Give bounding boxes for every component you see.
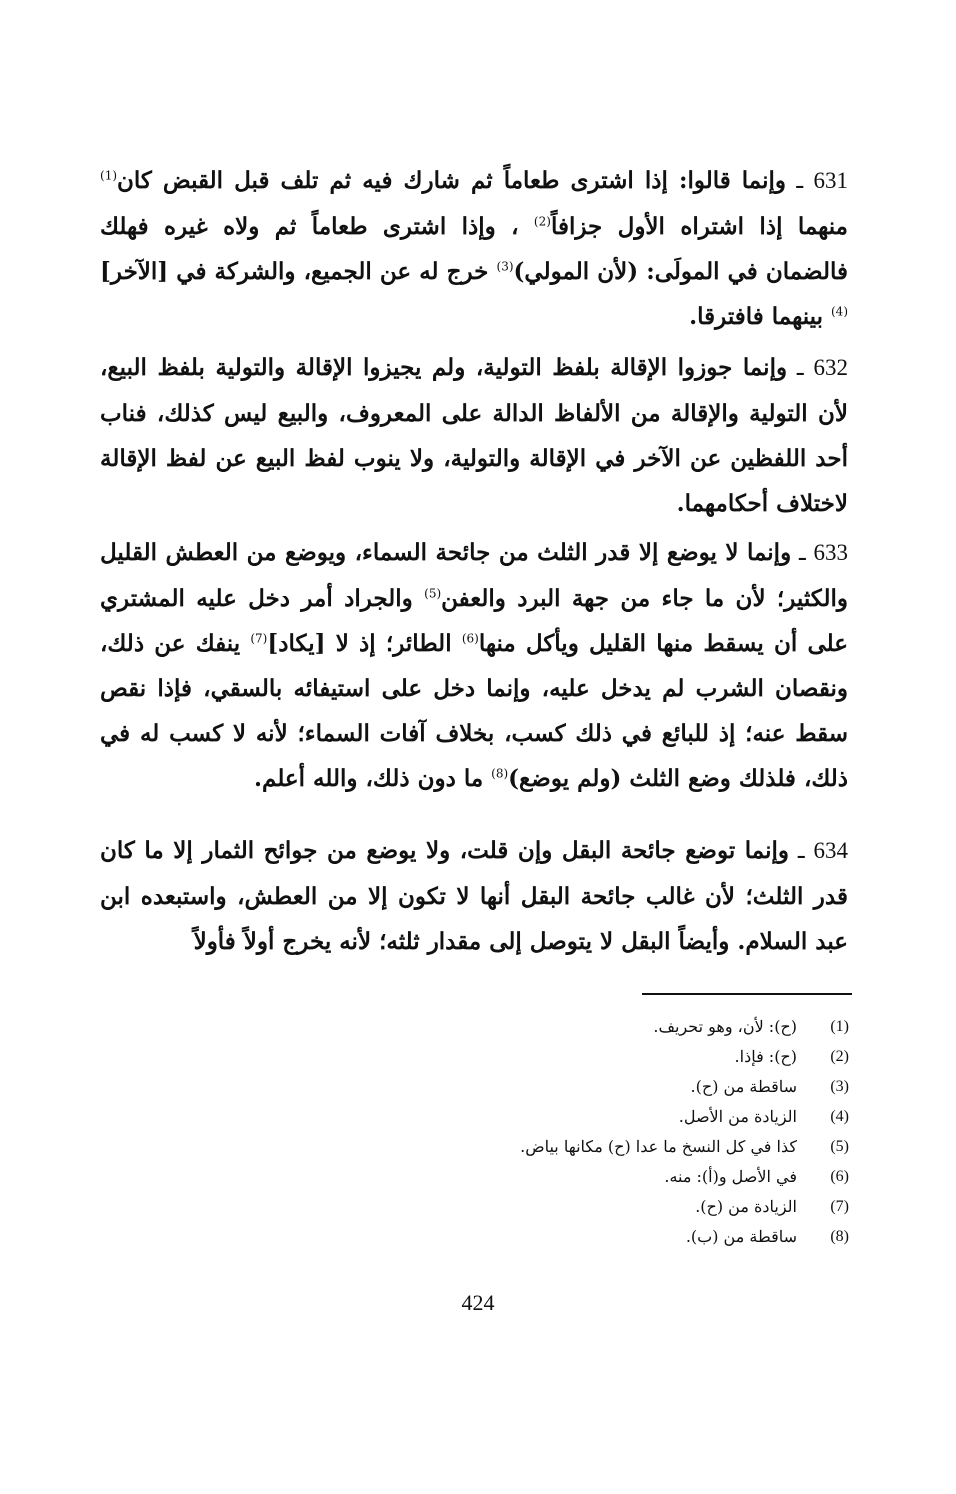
paragraph-text: بينهما فافترقا. (689, 303, 831, 330)
footnote-ref[interactable]: (1) (100, 168, 118, 183)
footnote-text: الزيادة من الأصل. (678, 1107, 797, 1126)
paragraph-text: ، وإذا اشترى طعاماً ثم ولاه غيره فهلك فالضمان في المولَى: (لأن المولي) (100, 213, 848, 285)
footnote-text: الزيادة من (ح). (695, 1197, 797, 1216)
footnote-ref[interactable]: (2) (533, 214, 551, 229)
footnote (520, 1192, 849, 1222)
paragraph-text: منهما إذا اشتراه الأول جزافاً (550, 213, 849, 240)
footnote-text: (ح): فإذا. (734, 1047, 797, 1066)
footnote-text: ساقطة من (ب). (685, 1227, 797, 1246)
paragraph-text: الطائر؛ إذ لا [يكاد] (267, 630, 462, 657)
page-number: 424 (461, 1290, 495, 1315)
paragraph-text: وإنما توضع جائحة البقل وإن قلت، ولا يوضع من جوائح الثمار إلا ما كان قدر الثلث؛ لأن غالب جائحة البقل أنها لا تكون إلا من العطش، واستبعده ابن عبد السلام. وأيضاً البقل لا يتوصل إلى مقدار ثلثه؛ لأنه يخرج أولاً فأولاً (100, 837, 848, 955)
paragraph-text: وإنما قالوا: إذا اشترى طعاماً ثم شارك فيه ثم تلف قبل القبض كان (117, 167, 787, 194)
footnotes-list (520, 1012, 849, 1252)
footnote-ref[interactable]: (3) (496, 259, 514, 274)
footnote-ref[interactable]: (4) (830, 304, 848, 319)
footnote-number: (2) (830, 1048, 849, 1065)
paragraph-number: 633 ـ (791, 540, 848, 566)
footnote-number: (1) (830, 1018, 849, 1035)
footnote (520, 1132, 849, 1162)
footnote-ref[interactable]: (6) (461, 631, 479, 646)
footnote-divider (642, 993, 852, 995)
footnote (520, 1072, 849, 1102)
paragraph-number: 634 ـ (789, 838, 848, 864)
footnote-number: (4) (830, 1108, 849, 1125)
footnote (520, 1042, 849, 1072)
paragraph-number: 632 ـ (787, 355, 848, 381)
paragraph-633 (100, 530, 848, 801)
footnote-number: (8) (830, 1228, 849, 1245)
footnote-number: (3) (830, 1078, 849, 1095)
paragraph-text: خرج له عن الجميع، والشركة في [الآخر] (100, 258, 497, 285)
paragraph-631 (100, 158, 848, 339)
paragraph-text: ينفك عن ذلك، ونقصان الشرب لم يدخل عليه، وإنما دخل على استيفائه بالسقي، فإذا نقص سقط عنه؛ إذ للبائع في ذلك كسب، بخلاف آفات السماء؛ لأنه لا كسب له في ذلك، فلذلك وضع الثلث (ولم يوضع) (100, 630, 848, 792)
footnote-number: (6) (830, 1168, 849, 1185)
footnote (520, 1162, 849, 1192)
paragraph-text: وإنما جوزوا الإقالة بلفظ التولية، ولم يجيزوا الإقالة والتولية بلفظ البيع، لأن التولية والإقالة من الألفاظ الدالة على المعروف، والبيع ليس كذلك، فناب أحد اللفظين عن الآخر في الإقالة والتولية، ولا ينوب لفظ البيع عن لفظ الإقالة لاختلاف أحكامهما. (100, 354, 848, 517)
footnote-text: في الأصل و(أ): منه. (664, 1167, 797, 1186)
paragraph-632 (100, 345, 848, 526)
footnote-ref[interactable]: (5) (424, 586, 442, 601)
footnote-text: (ح): لأن، وهو تحريف. (653, 1017, 797, 1036)
footnote-ref[interactable]: (7) (250, 631, 268, 646)
paragraph-number: 631 ـ (786, 168, 848, 194)
footnote-number: (5) (830, 1138, 849, 1155)
footnote-text: كذا في كل النسخ ما عدا (ح) مكانها بياض. (520, 1137, 797, 1156)
paragraph-text: والجراد أمر دخل عليه المشتري على أن يسقط منها القليل ويأكل منها (100, 585, 848, 657)
footnote-text: ساقطة من (ح). (690, 1077, 797, 1096)
paragraph-634 (100, 828, 848, 964)
paragraph-text: وإنما لا يوضع إلا قدر الثلث من جائحة السماء، ويوضع من العطش القليل والكثير؛ لأن ما جاء من جهة البرد والعفن (100, 539, 848, 612)
footnote (520, 1222, 849, 1252)
footnote (520, 1102, 849, 1132)
paragraph-text: ما دون ذلك، والله أعلم. (254, 765, 492, 792)
footnote-number: (7) (830, 1198, 849, 1215)
footnote-ref[interactable]: (8) (491, 766, 509, 781)
footnote (520, 1012, 849, 1042)
